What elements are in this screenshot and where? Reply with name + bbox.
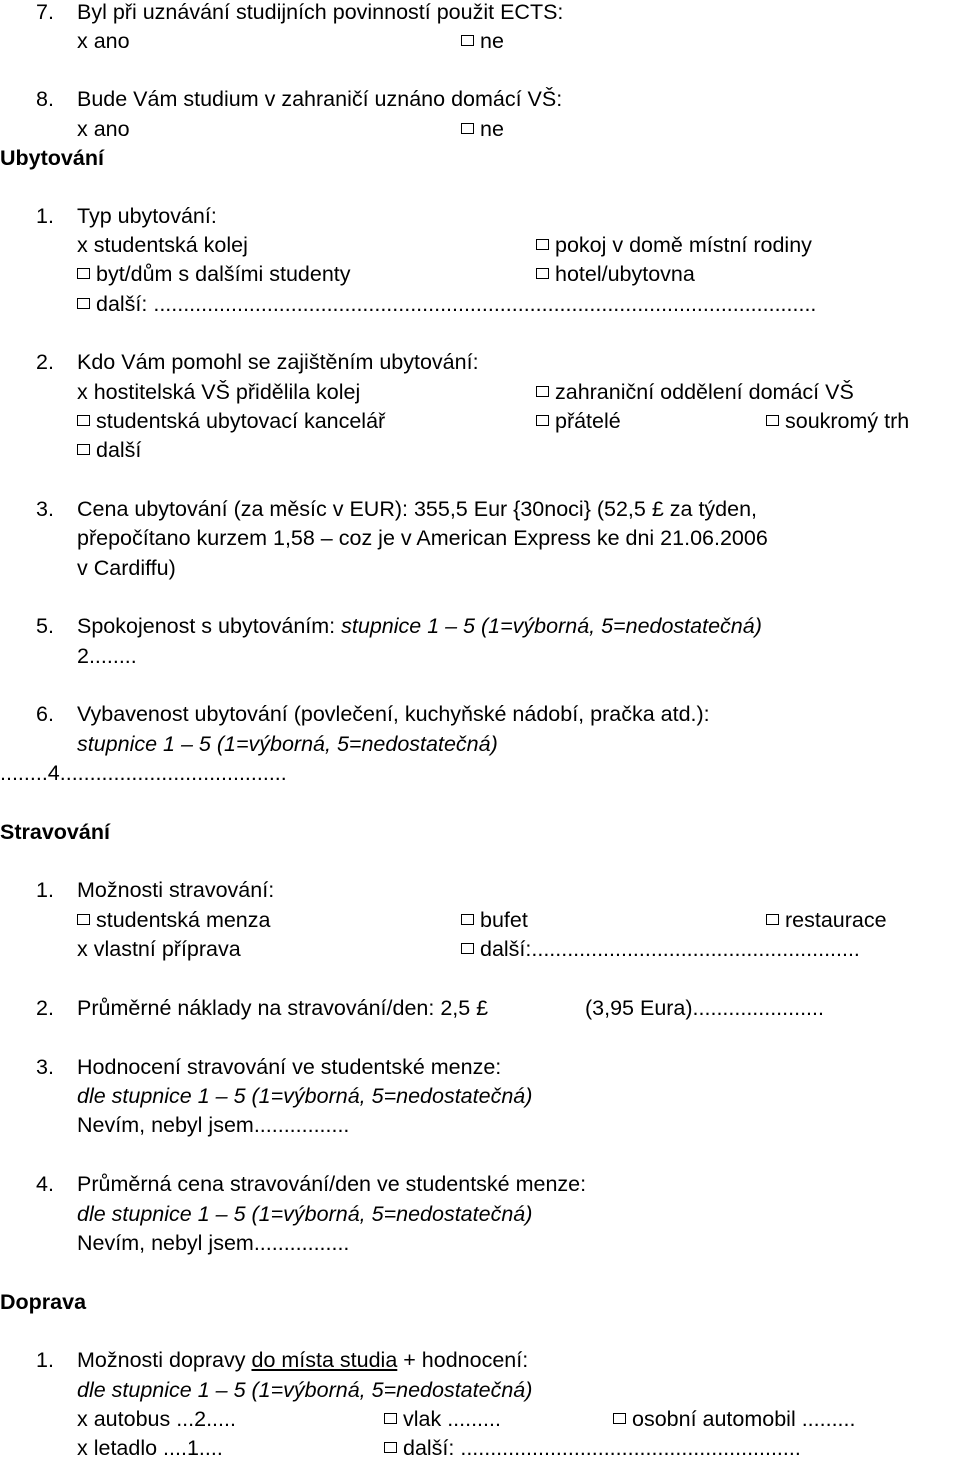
st-q3-number: 3.: [36, 1055, 54, 1079]
ub-q1-number: 1.: [36, 204, 54, 228]
checkbox-icon[interactable]: [536, 415, 549, 426]
dp-q1-number: 1.: [36, 1348, 54, 1372]
ub-q2-option-zahranicni[interactable]: zahraniční oddělení domácí VŠ: [536, 382, 854, 404]
checkbox-icon[interactable]: [461, 914, 474, 925]
st-q1-option-restaurace[interactable]: restaurace: [766, 910, 887, 932]
ub-q2-option-dalsi[interactable]: další: [77, 440, 141, 462]
ub-q2-question: Kdo Vám pomohl se zajištěním ubytování:: [77, 350, 479, 374]
st-q1-option-bufet[interactable]: bufet: [461, 910, 528, 932]
checkbox-icon[interactable]: [766, 914, 779, 925]
ub-q2-number: 2.: [36, 350, 54, 374]
dp-q1-underlined-text: do místa studia: [251, 1348, 398, 1372]
st-q3-scale: dle stupnice 1 – 5 (1=výborná, 5=nedostatečná): [77, 1084, 533, 1108]
st-q2-question: Průměrné náklady na stravování/den: 2,5 £: [77, 996, 489, 1020]
ub-q1-option-hotel[interactable]: hotel/ubytovna: [536, 264, 695, 286]
st-q1-number: 1.: [36, 878, 54, 902]
checkbox-icon[interactable]: [536, 268, 549, 279]
ub-q6-answer[interactable]: ........4......................................: [0, 761, 287, 785]
section-heading-ubytovani: Ubytování: [0, 146, 104, 170]
ub-q6-number: 6.: [36, 702, 54, 726]
st-q3-question: Hodnocení stravování ve studentské menze:: [77, 1055, 502, 1079]
checkbox-icon[interactable]: [77, 268, 90, 279]
checkbox-icon[interactable]: [384, 1413, 397, 1424]
ub-q1-option-rodina[interactable]: pokoj v domě místní rodiny: [536, 235, 812, 257]
checkbox-icon[interactable]: [766, 415, 779, 426]
q7-number: 7.: [36, 0, 54, 24]
st-q4-question: Průměrná cena stravování/den ve studentské menze:: [77, 1172, 587, 1196]
q8-question: Bude Vám studium v zahraničí uznáno domácí VŠ:: [77, 87, 563, 111]
st-q1-question: Možnosti stravování:: [77, 878, 275, 902]
ub-q1-question: Typ ubytování:: [77, 204, 217, 228]
checkbox-icon[interactable]: [461, 943, 474, 954]
dp-q1-option-vlak[interactable]: vlak .........: [384, 1409, 501, 1431]
checkbox-icon[interactable]: [384, 1442, 397, 1453]
checkbox-icon[interactable]: [461, 35, 474, 46]
ub-q1-option-dalsi[interactable]: další: ...............................................................................................................: [77, 294, 816, 316]
ub-q3-line1: Cena ubytování (za měsíc v EUR): 355,5 Eur {30noci} (52,5 £ za týden,: [77, 497, 758, 521]
q7-option-ne[interactable]: ne: [461, 31, 504, 53]
q8-number: 8.: [36, 87, 54, 111]
dp-q1-scale: dle stupnice 1 – 5 (1=výborná, 5=nedostatečná): [77, 1378, 533, 1402]
ub-q2-option-trh[interactable]: soukromý trh: [766, 411, 909, 433]
ub-q5-question: Spokojenost s ubytováním: stupnice 1 – 5 (1=výborná, 5=nedostatečná): [77, 614, 762, 638]
ub-q3-line3: v Cardiffu): [77, 556, 176, 580]
st-q1-option-menza[interactable]: studentská menza: [77, 910, 270, 932]
ub-q1-option-kolej[interactable]: x studentská kolej: [77, 233, 248, 257]
q8-option-ne[interactable]: ne: [461, 119, 504, 141]
q7-option-ano[interactable]: x ano: [77, 29, 130, 53]
ub-q6-scale: stupnice 1 – 5 (1=výborná, 5=nedostatečná): [77, 732, 498, 756]
dp-q1-option-dalsi[interactable]: další: .........................................................: [384, 1438, 801, 1460]
dp-q1-option-automobil[interactable]: osobní automobil .........: [613, 1409, 855, 1431]
checkbox-icon[interactable]: [77, 444, 90, 455]
ub-q6-question: Vybavenost ubytování (povlečení, kuchyňské nádobí, pračka atd.):: [77, 702, 710, 726]
ub-q5-answer[interactable]: 2........: [77, 644, 137, 668]
ub-q3-line2: přepočítano kurzem 1,58 – coz je v American Express ke dni 21.06.2006: [77, 526, 768, 550]
section-heading-stravovani: Stravování: [0, 820, 110, 844]
ub-q2-option-hostitelska[interactable]: x hostitelská VŠ přidělila kolej: [77, 380, 361, 404]
checkbox-icon[interactable]: [536, 239, 549, 250]
dp-q1-question: Možnosti dopravy do místa studia + hodnocení:: [77, 1348, 529, 1372]
ub-q1-option-byt[interactable]: byt/dům s dalšími studenty: [77, 264, 351, 286]
checkbox-icon[interactable]: [77, 415, 90, 426]
st-q2-extra[interactable]: (3,95 Eura)......................: [585, 996, 824, 1020]
checkbox-icon[interactable]: [77, 298, 90, 309]
st-q2-number: 2.: [36, 996, 54, 1020]
st-q4-scale: dle stupnice 1 – 5 (1=výborná, 5=nedostatečná): [77, 1202, 533, 1226]
section-heading-doprava: Doprava: [0, 1290, 87, 1314]
st-q4-answer[interactable]: Nevím, nebyl jsem................: [77, 1231, 350, 1255]
st-q1-option-vlastni[interactable]: x vlastní příprava: [77, 937, 241, 961]
dp-q1-option-letadlo[interactable]: x letadlo ....1....: [77, 1436, 223, 1460]
checkbox-icon[interactable]: [536, 386, 549, 397]
ub-q5-number: 5.: [36, 614, 54, 638]
st-q1-option-dalsi[interactable]: další:.......................................................: [461, 939, 860, 961]
checkbox-icon[interactable]: [77, 914, 90, 925]
checkbox-icon[interactable]: [613, 1413, 626, 1424]
st-q3-answer[interactable]: Nevím, nebyl jsem................: [77, 1113, 350, 1137]
checkbox-icon[interactable]: [461, 123, 474, 134]
q8-option-ano[interactable]: x ano: [77, 117, 130, 141]
q7-question: Byl při uznávání studijních povinností použit ECTS:: [77, 0, 564, 24]
st-q4-number: 4.: [36, 1172, 54, 1196]
ub-q3-number: 3.: [36, 497, 54, 521]
ub-q2-option-kancelar[interactable]: studentská ubytovací kancelář: [77, 411, 385, 433]
ub-q2-option-pratele[interactable]: přátelé: [536, 411, 621, 433]
dp-q1-option-autobus[interactable]: x autobus ...2.....: [77, 1407, 236, 1431]
